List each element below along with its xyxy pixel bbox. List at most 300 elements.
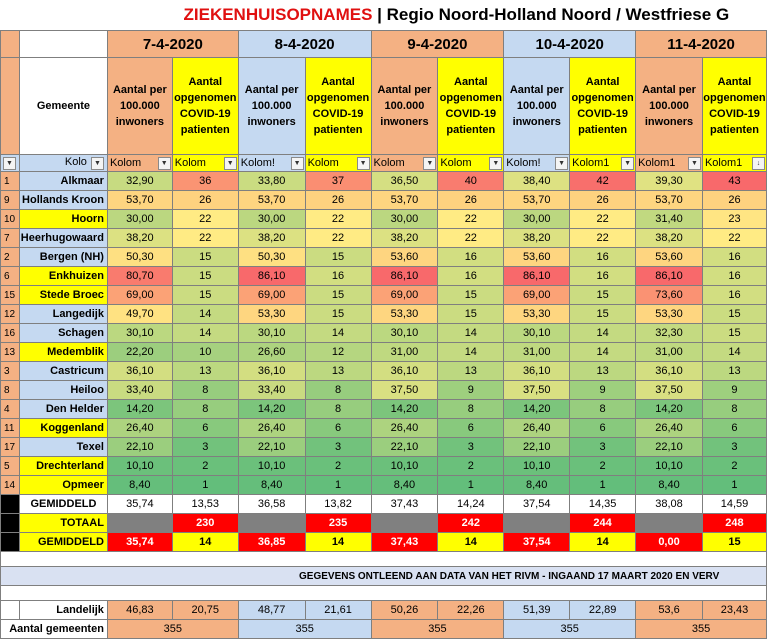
gemiddeld-cell[interactable]: 13,53 bbox=[172, 495, 238, 514]
patients-cell[interactable]: 13 bbox=[570, 362, 636, 381]
patients-cell[interactable]: 3 bbox=[438, 438, 504, 457]
gemeente-name[interactable]: Stede Broec bbox=[19, 286, 107, 305]
patients-cell[interactable]: 15 bbox=[305, 248, 371, 267]
corner-cell[interactable] bbox=[1, 31, 20, 58]
patients-cell[interactable]: 6 bbox=[305, 419, 371, 438]
patients-cell[interactable]: 16 bbox=[438, 248, 504, 267]
patients-cell[interactable]: 8 bbox=[305, 400, 371, 419]
patients-cell[interactable]: 22 bbox=[305, 229, 371, 248]
per100k-cell[interactable]: 30,00 bbox=[238, 210, 305, 229]
per100k-cell[interactable]: 30,10 bbox=[504, 324, 570, 343]
patients-cell[interactable]: 26 bbox=[570, 191, 636, 210]
gemiddeld-bold-cell[interactable]: 14 bbox=[570, 533, 636, 552]
aantal-label[interactable]: Aantal gemeenten bbox=[1, 620, 108, 639]
per100k-cell[interactable]: 38,20 bbox=[371, 229, 438, 248]
per100k-cell[interactable]: 8,40 bbox=[636, 476, 703, 495]
filter-cell[interactable] bbox=[19, 155, 107, 172]
patients-cell[interactable]: 15 bbox=[305, 305, 371, 324]
date-header[interactable]: 7-4-2020 bbox=[107, 31, 238, 58]
per100k-cell[interactable]: 14,20 bbox=[238, 400, 305, 419]
per100k-cell[interactable]: 30,10 bbox=[107, 324, 172, 343]
patients-cell[interactable]: 22 bbox=[438, 229, 504, 248]
per100k-cell[interactable]: 8,40 bbox=[238, 476, 305, 495]
per100k-header[interactable]: Aantal per 100.000 inwoners bbox=[504, 58, 570, 155]
patients-cell[interactable]: 14 bbox=[438, 324, 504, 343]
row-number[interactable]: 14 bbox=[1, 476, 20, 495]
spacer-cell[interactable] bbox=[1, 586, 767, 601]
landelijk-cell[interactable]: 48,77 bbox=[238, 601, 305, 620]
row-number[interactable]: 1 bbox=[1, 172, 20, 191]
patients-cell[interactable]: 22 bbox=[570, 229, 636, 248]
per100k-cell[interactable]: 53,70 bbox=[636, 191, 703, 210]
patients-header[interactable]: Aantal opgenomen COVID-19 patienten bbox=[570, 58, 636, 155]
patients-cell[interactable]: 26 bbox=[305, 191, 371, 210]
per100k-cell[interactable]: 31,00 bbox=[371, 343, 438, 362]
patients-cell[interactable]: 2 bbox=[305, 457, 371, 476]
gray-cell[interactable] bbox=[107, 514, 172, 533]
filter-cell[interactable] bbox=[570, 155, 636, 172]
gemiddeld-bold-cell[interactable]: 37,54 bbox=[504, 533, 570, 552]
gemiddeld-cell[interactable]: 14,24 bbox=[438, 495, 504, 514]
gemeente-name[interactable]: Drechterland bbox=[19, 457, 107, 476]
filter-dropdown-icon[interactable]: ▼ bbox=[224, 157, 237, 170]
patients-cell[interactable]: 6 bbox=[702, 419, 766, 438]
row-number[interactable]: 7 bbox=[1, 229, 20, 248]
filter-dropdown-icon[interactable]: ▼ bbox=[423, 157, 436, 170]
gemeente-name[interactable]: Bergen (NH) bbox=[19, 248, 107, 267]
gemiddeld-cell[interactable]: 38,08 bbox=[636, 495, 703, 514]
aantal-cell[interactable]: 355 bbox=[107, 620, 238, 639]
gemiddeld-cell[interactable]: 37,54 bbox=[504, 495, 570, 514]
gemiddeld-bold-cell[interactable]: 35,74 bbox=[107, 533, 172, 552]
date-header[interactable]: 8-4-2020 bbox=[238, 31, 371, 58]
per100k-cell[interactable]: 53,30 bbox=[504, 305, 570, 324]
per100k-cell[interactable]: 86,10 bbox=[504, 267, 570, 286]
patients-cell[interactable]: 13 bbox=[305, 362, 371, 381]
patients-cell[interactable]: 16 bbox=[438, 267, 504, 286]
per100k-cell[interactable]: 36,10 bbox=[371, 362, 438, 381]
per100k-cell[interactable]: 14,20 bbox=[504, 400, 570, 419]
patients-header[interactable]: Aantal opgenomen COVID-19 patienten bbox=[702, 58, 766, 155]
per100k-cell[interactable]: 86,10 bbox=[371, 267, 438, 286]
patients-cell[interactable]: 8 bbox=[702, 400, 766, 419]
per100k-cell[interactable]: 39,30 bbox=[636, 172, 703, 191]
per100k-cell[interactable]: 31,00 bbox=[504, 343, 570, 362]
patients-cell[interactable]: 1 bbox=[438, 476, 504, 495]
patients-cell[interactable]: 14 bbox=[305, 324, 371, 343]
patients-cell[interactable]: 16 bbox=[702, 248, 766, 267]
patients-cell[interactable]: 3 bbox=[702, 438, 766, 457]
patients-cell[interactable]: 1 bbox=[172, 476, 238, 495]
patients-cell[interactable]: 14 bbox=[172, 324, 238, 343]
per100k-cell[interactable]: 38,20 bbox=[107, 229, 172, 248]
gemiddeld-bold-cell[interactable]: 36,85 bbox=[238, 533, 305, 552]
patients-cell[interactable]: 36 bbox=[172, 172, 238, 191]
per100k-cell[interactable]: 69,00 bbox=[504, 286, 570, 305]
corner-cell[interactable] bbox=[1, 58, 20, 155]
per100k-cell[interactable]: 30,00 bbox=[371, 210, 438, 229]
per100k-cell[interactable]: 14,20 bbox=[636, 400, 703, 419]
gemiddeld-label[interactable]: GEMIDDELD bbox=[19, 533, 107, 552]
per100k-cell[interactable]: 38,20 bbox=[504, 229, 570, 248]
per100k-cell[interactable]: 86,10 bbox=[636, 267, 703, 286]
gemiddeld-label[interactable]: GEMIDDELD bbox=[19, 495, 107, 514]
landelijk-cell[interactable]: 20,75 bbox=[172, 601, 238, 620]
patients-cell[interactable]: 22 bbox=[305, 210, 371, 229]
patients-cell[interactable]: 14 bbox=[570, 343, 636, 362]
patients-cell[interactable]: 16 bbox=[570, 248, 636, 267]
aantal-cell[interactable]: 355 bbox=[371, 620, 504, 639]
per100k-cell[interactable]: 30,10 bbox=[238, 324, 305, 343]
row-number[interactable]: 10 bbox=[1, 210, 20, 229]
totaal-cell[interactable]: 242 bbox=[438, 514, 504, 533]
per100k-cell[interactable]: 53,30 bbox=[238, 305, 305, 324]
patients-cell[interactable]: 12 bbox=[305, 343, 371, 362]
row-number[interactable]: 17 bbox=[1, 438, 20, 457]
per100k-cell[interactable]: 53,70 bbox=[504, 191, 570, 210]
per100k-cell[interactable]: 36,50 bbox=[371, 172, 438, 191]
patients-cell[interactable]: 23 bbox=[702, 210, 766, 229]
per100k-cell[interactable]: 37,50 bbox=[371, 381, 438, 400]
per100k-cell[interactable]: 33,80 bbox=[238, 172, 305, 191]
row-number[interactable]: 8 bbox=[1, 381, 20, 400]
filter-dropdown-icon[interactable]: ▼ bbox=[357, 157, 370, 170]
patients-cell[interactable]: 2 bbox=[172, 457, 238, 476]
patients-cell[interactable]: 15 bbox=[702, 305, 766, 324]
gemeente-name[interactable]: Medemblik bbox=[19, 343, 107, 362]
patients-cell[interactable]: 15 bbox=[172, 286, 238, 305]
patients-cell[interactable]: 3 bbox=[172, 438, 238, 457]
per100k-header[interactable]: Aantal per 100.000 inwoners bbox=[636, 58, 703, 155]
patients-cell[interactable]: 8 bbox=[172, 400, 238, 419]
per100k-cell[interactable]: 30,00 bbox=[107, 210, 172, 229]
patients-cell[interactable]: 15 bbox=[438, 305, 504, 324]
per100k-cell[interactable]: 38,20 bbox=[238, 229, 305, 248]
patients-cell[interactable]: 14 bbox=[702, 343, 766, 362]
patients-cell[interactable]: 2 bbox=[438, 457, 504, 476]
per100k-cell[interactable]: 53,70 bbox=[371, 191, 438, 210]
gemeente-name[interactable]: Heerhugowaard bbox=[19, 229, 107, 248]
landelijk-cell[interactable]: 21,61 bbox=[305, 601, 371, 620]
filter-dropdown-icon[interactable]: ▼ bbox=[688, 157, 701, 170]
patients-cell[interactable]: 14 bbox=[172, 305, 238, 324]
patients-cell[interactable]: 15 bbox=[702, 324, 766, 343]
per100k-cell[interactable]: 33,40 bbox=[107, 381, 172, 400]
landelijk-cell[interactable]: 51,39 bbox=[504, 601, 570, 620]
filter-dropdown-icon[interactable]: ▼ bbox=[555, 157, 568, 170]
patients-cell[interactable]: 6 bbox=[570, 419, 636, 438]
row-number[interactable]: 3 bbox=[1, 362, 20, 381]
patients-cell[interactable]: 16 bbox=[702, 286, 766, 305]
per100k-cell[interactable]: 53,60 bbox=[504, 248, 570, 267]
per100k-cell[interactable]: 36,10 bbox=[107, 362, 172, 381]
per100k-cell[interactable]: 10,10 bbox=[636, 457, 703, 476]
patients-cell[interactable]: 16 bbox=[702, 267, 766, 286]
per100k-cell[interactable]: 36,10 bbox=[504, 362, 570, 381]
per100k-cell[interactable]: 73,60 bbox=[636, 286, 703, 305]
gray-cell[interactable] bbox=[238, 514, 305, 533]
patients-cell[interactable]: 2 bbox=[702, 457, 766, 476]
gray-cell[interactable] bbox=[371, 514, 438, 533]
per100k-cell[interactable]: 22,10 bbox=[107, 438, 172, 457]
per100k-cell[interactable]: 30,10 bbox=[371, 324, 438, 343]
per100k-cell[interactable]: 53,30 bbox=[636, 305, 703, 324]
per100k-cell[interactable]: 53,60 bbox=[371, 248, 438, 267]
per100k-cell[interactable]: 26,40 bbox=[504, 419, 570, 438]
per100k-cell[interactable]: 69,00 bbox=[238, 286, 305, 305]
patients-cell[interactable]: 42 bbox=[570, 172, 636, 191]
filter-cell[interactable] bbox=[636, 155, 703, 172]
per100k-cell[interactable]: 49,70 bbox=[107, 305, 172, 324]
filter-cell[interactable] bbox=[172, 155, 238, 172]
patients-cell[interactable]: 22 bbox=[438, 210, 504, 229]
patients-cell[interactable]: 13 bbox=[702, 362, 766, 381]
gemeente-name[interactable]: Koggenland bbox=[19, 419, 107, 438]
date-header[interactable]: 9-4-2020 bbox=[371, 31, 504, 58]
per100k-header[interactable]: Aantal per 100.000 inwoners bbox=[371, 58, 438, 155]
aantal-cell[interactable]: 355 bbox=[504, 620, 636, 639]
totaal-cell[interactable]: 230 bbox=[172, 514, 238, 533]
per100k-cell[interactable]: 10,10 bbox=[504, 457, 570, 476]
patients-cell[interactable]: 6 bbox=[172, 419, 238, 438]
black-cell[interactable] bbox=[1, 533, 20, 552]
filter-dropdown-icon[interactable]: ↓ bbox=[752, 157, 765, 170]
totaal-cell[interactable]: 248 bbox=[702, 514, 766, 533]
per100k-cell[interactable]: 53,70 bbox=[107, 191, 172, 210]
patients-cell[interactable]: 22 bbox=[172, 210, 238, 229]
per100k-cell[interactable]: 22,10 bbox=[238, 438, 305, 457]
gemiddeld-bold-cell[interactable]: 14 bbox=[305, 533, 371, 552]
per100k-cell[interactable]: 53,70 bbox=[238, 191, 305, 210]
landelijk-cell[interactable]: 23,43 bbox=[702, 601, 766, 620]
patients-cell[interactable]: 37 bbox=[305, 172, 371, 191]
patients-cell[interactable]: 22 bbox=[702, 229, 766, 248]
per100k-cell[interactable]: 37,50 bbox=[504, 381, 570, 400]
patients-cell[interactable]: 26 bbox=[702, 191, 766, 210]
gemeente-name[interactable]: Alkmaar bbox=[19, 172, 107, 191]
per100k-cell[interactable]: 22,10 bbox=[636, 438, 703, 457]
filter-dropdown-icon[interactable]: ▼ bbox=[291, 157, 304, 170]
landelijk-cell[interactable]: 22,26 bbox=[438, 601, 504, 620]
filter-dropdown-icon[interactable]: ▼ bbox=[158, 157, 171, 170]
patients-cell[interactable]: 43 bbox=[702, 172, 766, 191]
landelijk-cell[interactable]: 46,83 bbox=[107, 601, 172, 620]
per100k-cell[interactable]: 80,70 bbox=[107, 267, 172, 286]
patients-cell[interactable]: 6 bbox=[438, 419, 504, 438]
gemiddeld-bold-cell[interactable]: 14 bbox=[438, 533, 504, 552]
per100k-cell[interactable]: 10,10 bbox=[371, 457, 438, 476]
patients-cell[interactable]: 2 bbox=[570, 457, 636, 476]
per100k-cell[interactable]: 53,30 bbox=[371, 305, 438, 324]
filter-cell[interactable] bbox=[305, 155, 371, 172]
gemeente-name[interactable]: Heiloo bbox=[19, 381, 107, 400]
gemiddeld-cell[interactable]: 14,59 bbox=[702, 495, 766, 514]
filter-cell[interactable] bbox=[107, 155, 172, 172]
per100k-cell[interactable]: 10,10 bbox=[107, 457, 172, 476]
patients-cell[interactable]: 22 bbox=[570, 210, 636, 229]
gemeente-name[interactable]: Opmeer bbox=[19, 476, 107, 495]
per100k-cell[interactable]: 38,40 bbox=[504, 172, 570, 191]
patients-cell[interactable]: 10 bbox=[172, 343, 238, 362]
per100k-cell[interactable]: 32,90 bbox=[107, 172, 172, 191]
patients-cell[interactable]: 26 bbox=[172, 191, 238, 210]
patients-cell[interactable]: 16 bbox=[570, 267, 636, 286]
per100k-header[interactable]: Aantal per 100.000 inwoners bbox=[238, 58, 305, 155]
spacer-cell[interactable] bbox=[1, 552, 767, 567]
patients-cell[interactable]: 13 bbox=[172, 362, 238, 381]
patients-cell[interactable]: 1 bbox=[702, 476, 766, 495]
per100k-cell[interactable]: 36,10 bbox=[636, 362, 703, 381]
patients-cell[interactable]: 13 bbox=[438, 362, 504, 381]
row-number[interactable]: 5 bbox=[1, 457, 20, 476]
gemeente-name[interactable]: Hollands Kroon bbox=[19, 191, 107, 210]
patients-cell[interactable]: 14 bbox=[570, 324, 636, 343]
gemiddeld-bold-cell[interactable]: 14 bbox=[172, 533, 238, 552]
filter-dropdown-icon[interactable]: ▼ bbox=[91, 157, 104, 170]
per100k-cell[interactable]: 26,60 bbox=[238, 343, 305, 362]
patients-cell[interactable]: 26 bbox=[438, 191, 504, 210]
per100k-cell[interactable]: 22,20 bbox=[107, 343, 172, 362]
patients-header[interactable]: Aantal opgenomen COVID-19 patienten bbox=[438, 58, 504, 155]
per100k-cell[interactable]: 86,10 bbox=[238, 267, 305, 286]
patients-cell[interactable]: 8 bbox=[172, 381, 238, 400]
patients-cell[interactable]: 15 bbox=[438, 286, 504, 305]
gemeente-header[interactable]: Gemeente bbox=[19, 58, 107, 155]
gemiddeld-cell[interactable]: 36,58 bbox=[238, 495, 305, 514]
patients-cell[interactable]: 3 bbox=[305, 438, 371, 457]
gray-cell[interactable] bbox=[504, 514, 570, 533]
patients-cell[interactable]: 16 bbox=[305, 267, 371, 286]
gemiddeld-bold-cell[interactable]: 37,43 bbox=[371, 533, 438, 552]
row-number[interactable]: 13 bbox=[1, 343, 20, 362]
per100k-cell[interactable]: 26,40 bbox=[238, 419, 305, 438]
patients-cell[interactable]: 8 bbox=[570, 400, 636, 419]
gemeente-name[interactable]: Castricum bbox=[19, 362, 107, 381]
landelijk-cell[interactable]: 22,89 bbox=[570, 601, 636, 620]
aantal-cell[interactable]: 355 bbox=[238, 620, 371, 639]
patients-header[interactable]: Aantal opgenomen COVID-19 patienten bbox=[172, 58, 238, 155]
patients-cell[interactable]: 14 bbox=[438, 343, 504, 362]
gemeente-name[interactable]: Langedijk bbox=[19, 305, 107, 324]
totaal-label[interactable]: TOTAAL bbox=[19, 514, 107, 533]
row-number[interactable]: 4 bbox=[1, 400, 20, 419]
per100k-cell[interactable]: 10,10 bbox=[238, 457, 305, 476]
gemeente-name[interactable]: Den Helder bbox=[19, 400, 107, 419]
per100k-cell[interactable]: 8,40 bbox=[371, 476, 438, 495]
gemiddeld-cell[interactable]: 14,35 bbox=[570, 495, 636, 514]
blank-cell[interactable] bbox=[19, 31, 107, 58]
patients-header[interactable]: Aantal opgenomen COVID-19 patienten bbox=[305, 58, 371, 155]
per100k-cell[interactable]: 26,40 bbox=[107, 419, 172, 438]
black-cell[interactable] bbox=[1, 514, 20, 533]
aantal-cell[interactable]: 355 bbox=[636, 620, 767, 639]
gemeente-name[interactable]: Enkhuizen bbox=[19, 267, 107, 286]
filter-cell[interactable] bbox=[371, 155, 438, 172]
totaal-cell[interactable]: 235 bbox=[305, 514, 371, 533]
per100k-cell[interactable]: 30,00 bbox=[504, 210, 570, 229]
per100k-cell[interactable]: 8,40 bbox=[107, 476, 172, 495]
black-cell[interactable] bbox=[1, 495, 20, 514]
per100k-cell[interactable]: 8,40 bbox=[504, 476, 570, 495]
gray-cell[interactable] bbox=[636, 514, 703, 533]
date-header[interactable]: 10-4-2020 bbox=[504, 31, 636, 58]
filter-cell[interactable] bbox=[438, 155, 504, 172]
per100k-cell[interactable]: 69,00 bbox=[371, 286, 438, 305]
per100k-cell[interactable]: 69,00 bbox=[107, 286, 172, 305]
patients-cell[interactable]: 15 bbox=[172, 248, 238, 267]
filter-cell[interactable] bbox=[702, 155, 766, 172]
row-number[interactable]: 9 bbox=[1, 191, 20, 210]
landelijk-cell[interactable]: 50,26 bbox=[371, 601, 438, 620]
totaal-cell[interactable]: 244 bbox=[570, 514, 636, 533]
per100k-cell[interactable]: 14,20 bbox=[371, 400, 438, 419]
filter-cell[interactable] bbox=[238, 155, 305, 172]
patients-cell[interactable]: 15 bbox=[570, 286, 636, 305]
per100k-cell[interactable]: 14,20 bbox=[107, 400, 172, 419]
gemiddeld-cell[interactable]: 37,43 bbox=[371, 495, 438, 514]
patients-cell[interactable]: 1 bbox=[570, 476, 636, 495]
patients-cell[interactable]: 9 bbox=[438, 381, 504, 400]
per100k-cell[interactable]: 26,40 bbox=[371, 419, 438, 438]
per100k-header[interactable]: Aantal per 100.000 inwoners bbox=[107, 58, 172, 155]
row-number[interactable]: 2 bbox=[1, 248, 20, 267]
per100k-cell[interactable]: 26,40 bbox=[636, 419, 703, 438]
gemiddeld-bold-cell[interactable]: 0,00 bbox=[636, 533, 703, 552]
landelijk-label[interactable]: Landelijk bbox=[19, 601, 107, 620]
filter-dropdown-icon[interactable]: ▼ bbox=[489, 157, 502, 170]
patients-cell[interactable]: 9 bbox=[570, 381, 636, 400]
patients-cell[interactable]: 15 bbox=[172, 267, 238, 286]
gemeente-name[interactable]: Texel bbox=[19, 438, 107, 457]
gemiddeld-cell[interactable]: 13,82 bbox=[305, 495, 371, 514]
per100k-cell[interactable]: 32,30 bbox=[636, 324, 703, 343]
per100k-cell[interactable]: 31,00 bbox=[636, 343, 703, 362]
gemiddeld-bold-cell[interactable]: 15 bbox=[702, 533, 766, 552]
landelijk-cell[interactable]: 53,6 bbox=[636, 601, 703, 620]
patients-cell[interactable]: 1 bbox=[305, 476, 371, 495]
date-header[interactable]: 11-4-2020 bbox=[636, 31, 767, 58]
patients-cell[interactable]: 3 bbox=[570, 438, 636, 457]
per100k-cell[interactable]: 31,40 bbox=[636, 210, 703, 229]
per100k-cell[interactable]: 33,40 bbox=[238, 381, 305, 400]
patients-cell[interactable]: 40 bbox=[438, 172, 504, 191]
patients-cell[interactable]: 8 bbox=[305, 381, 371, 400]
patients-cell[interactable]: 15 bbox=[570, 305, 636, 324]
filter-dropdown-icon[interactable]: ▼ bbox=[3, 157, 16, 170]
filter-cell[interactable] bbox=[1, 155, 20, 172]
gemiddeld-cell[interactable]: 35,74 bbox=[107, 495, 172, 514]
patients-cell[interactable]: 8 bbox=[438, 400, 504, 419]
patients-cell[interactable]: 9 bbox=[702, 381, 766, 400]
per100k-cell[interactable]: 53,60 bbox=[636, 248, 703, 267]
per100k-cell[interactable]: 36,10 bbox=[238, 362, 305, 381]
per100k-cell[interactable]: 22,10 bbox=[504, 438, 570, 457]
row-number[interactable]: 16 bbox=[1, 324, 20, 343]
row-number[interactable]: 15 bbox=[1, 286, 20, 305]
per100k-cell[interactable]: 38,20 bbox=[636, 229, 703, 248]
per100k-cell[interactable]: 22,10 bbox=[371, 438, 438, 457]
source-note[interactable]: GEGEVENS ONTLEEND AAN DATA VAN HET RIVM - INGAAND 17 MAART 2020 EN VERV bbox=[1, 567, 767, 586]
blank-cell[interactable] bbox=[1, 601, 20, 620]
patients-cell[interactable]: 15 bbox=[305, 286, 371, 305]
row-number[interactable]: 12 bbox=[1, 305, 20, 324]
row-number[interactable]: 6 bbox=[1, 267, 20, 286]
patients-cell[interactable]: 22 bbox=[172, 229, 238, 248]
gemeente-name[interactable]: Hoorn bbox=[19, 210, 107, 229]
gemeente-name[interactable]: Schagen bbox=[19, 324, 107, 343]
per100k-cell[interactable]: 37,50 bbox=[636, 381, 703, 400]
row-number[interactable]: 11 bbox=[1, 419, 20, 438]
